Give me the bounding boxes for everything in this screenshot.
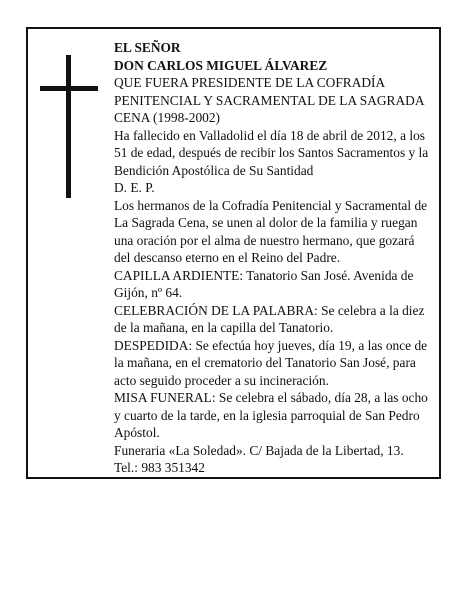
funeral-mass-info: MISA FUNERAL: Se celebra el sábado, día 28, a las ocho y cuarto de la tarde, en la iglesia parroquial de San Pedro Apóstol. (114, 390, 428, 440)
cross-horizontal-bar (40, 86, 98, 91)
title-line-1: EL SEÑOR (114, 40, 181, 55)
deceased-role: QUE FUERA PRESIDENTE DE LA COFRADÍA PENITENCIAL Y SACRAMENTAL DE LA SAGRADA CENA (1998-2002) (114, 75, 424, 125)
chapel-info: CAPILLA ARDIENTE: Tanatorio San José. Avenida de Gijón, nº 64. (114, 267, 414, 300)
rest-in-peace: D. E. P. (114, 180, 155, 195)
latin-cross-icon (40, 55, 98, 198)
funeral-home-phone: Tel.: 983 351342 (114, 460, 205, 475)
celebration-info: CELEBRACIÓN DE LA PALABRA: Se celebra a la diez de la mañana, en la capilla del Tanatorio. (114, 302, 425, 335)
farewell-info: DESPEDIDA: Se efectúa hoy jueves, día 19, a las once de la mañana, en el crematorio del Tanatorio San José, para acto seguido proceder a su incineración. (114, 337, 428, 388)
obituary-notice (26, 27, 441, 479)
death-announcement: Ha fallecido en Valladolid el día 18 de abril de 2012, a los 51 de edad, después de recibir los Santos Sacramentos y la Bendición Apostólica de Su Santidad (114, 127, 429, 178)
cross-vertical-bar (66, 55, 71, 198)
brotherhood-message: Los hermanos de la Cofradía Penitencial y Sacramental de La Sagrada Cena, se unen al dolor de la familia y ruegan una oración por el alma de nuestro hermano, que gozará del descanso eterno en el Reino del Padre. (114, 197, 428, 265)
obituary-text (114, 39, 432, 477)
deceased-name: DON CARLOS MIGUEL ÁLVAREZ (114, 57, 328, 73)
funeral-home-address: Funeraria «La Soledad». C/ Bajada de la Libertad, 13. (114, 442, 404, 458)
